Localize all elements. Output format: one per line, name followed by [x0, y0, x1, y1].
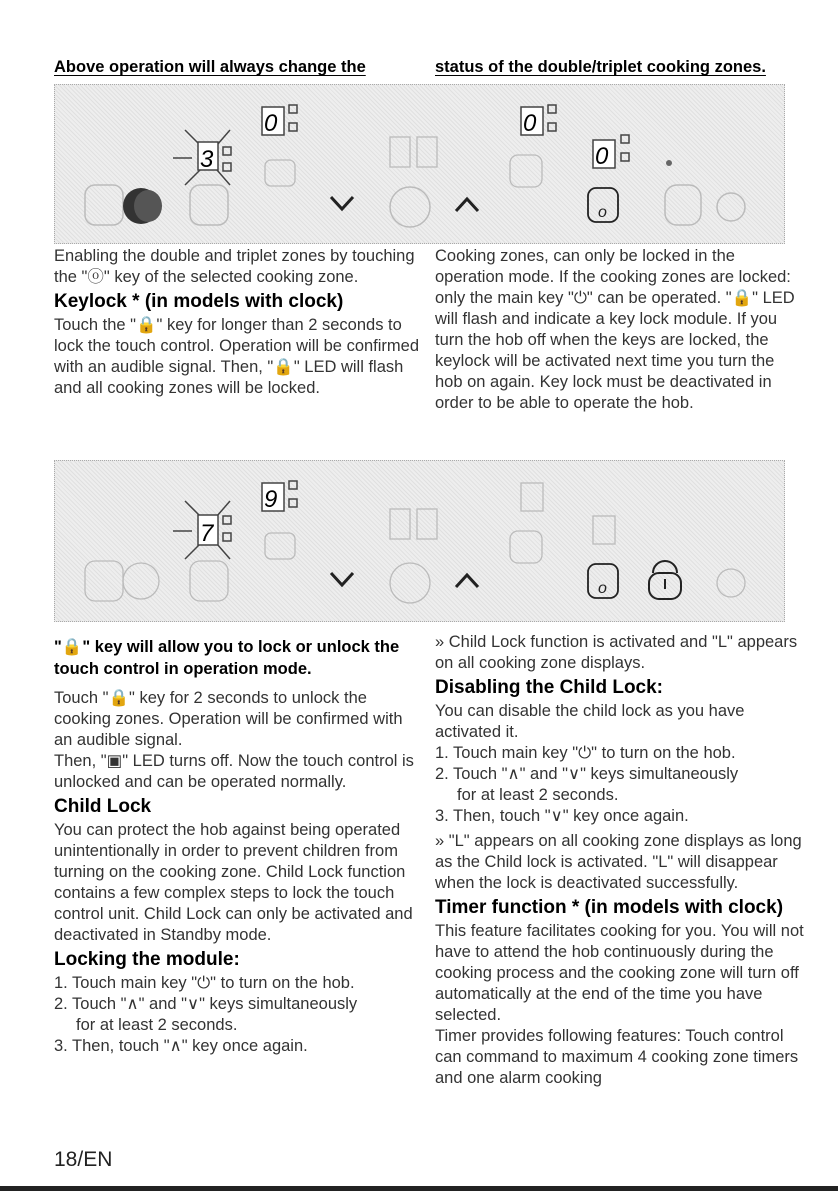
bottom-rule — [0, 1186, 838, 1191]
timer-heading: Timer function * (in models with clock) — [435, 897, 784, 918]
section-1-left — [54, 246, 424, 399]
zone-1-digit: 3 — [200, 146, 214, 173]
led-off-paragraph: Then, "▣" LED turns off. Now the touch control is unlocked and can be operated normally. — [54, 752, 414, 791]
svg-text:0: 0 — [595, 143, 609, 170]
section-2-right — [435, 632, 805, 1089]
svg-text:0: 0 — [264, 110, 278, 137]
svg-text:0: 0 — [523, 110, 537, 137]
l-display-paragraph: » "L" appears on all cooking zone displays as long as the Child lock is activated. "L" will disappear when the lock is deactivated successfully. — [435, 832, 802, 892]
locking-step-1: 1. Touch main key "⏻" to turn on the hob. — [54, 974, 355, 992]
keylock-paragraph: Touch the "🔒" key for longer than 2 seconds to lock the touch control. Operation will be confirmed with an audible signal. Then, "🔒" LED will flash and all cooking zones will be locked. — [54, 316, 420, 397]
locking-step-3: 3. Then, touch "∧" key once again. — [54, 1037, 308, 1055]
locking-step-2: 2. Touch "∧" and "∨" keys simultaneously — [54, 995, 358, 1013]
keylock-icon-active — [649, 561, 681, 599]
top-heading-right: status of the double/triplet cooking zones. — [435, 58, 766, 76]
timer-paragraph-1: This feature facilitates cooking for you. You will not have to attend the hob continuously during the cooking process and the cooking zone will turn off automatically at the end of the time you have selected. — [435, 922, 804, 1024]
keylock-heading: Keylock * (in models with clock) — [54, 291, 344, 312]
control-panel-illustration-2 — [54, 460, 785, 622]
page-number: 18/EN — [54, 1148, 113, 1171]
control-panel-illustration-1 — [54, 84, 785, 244]
locking-step-2-cont: for at least 2 seconds. — [76, 1016, 238, 1034]
svg-text:o: o — [598, 204, 607, 221]
child-lock-activated-paragraph: » Child Lock function is activated and "L" appears on all cooking zone displays. — [435, 633, 798, 672]
child-lock-paragraph: You can protect the hob against being operated unintentionally in order to prevent children from turning on the cooking zone. Child Lock function contains a few complex steps to lock the touch control unit. Child Lock can only be activated and deactivated in Standby mode. — [54, 821, 413, 944]
disabling-step-2: 2. Touch "∧" and "∨" keys simultaneously — [435, 765, 739, 783]
child-lock-heading: Child Lock — [54, 796, 152, 817]
disabling-step-1: 1. Touch main key "⏻" to turn on the hob. — [435, 744, 736, 762]
minus-key-icon — [331, 197, 353, 209]
timer-paragraph-2: Timer provides following features: Touch control can command to maximum 4 cooking zone timers and one alarm cooking — [435, 1027, 799, 1087]
top-heading-left: Above operation will always change the — [54, 58, 366, 76]
disabling-paragraph: You can disable the child lock as you have activated it. — [435, 702, 745, 741]
zone-1-digit-panel2: 7 — [200, 520, 214, 547]
disabling-step-3: 3. Then, touch "∨" key once again. — [435, 807, 689, 825]
section-1-right — [435, 246, 805, 414]
dual-zone-key-icon-active — [123, 188, 162, 224]
disabling-step-2-cont: for at least 2 seconds. — [457, 786, 619, 804]
section-2-left — [54, 636, 424, 1057]
locking-module-heading: Locking the module: — [54, 949, 240, 970]
keylock-bold-intro: "🔒" key will allow you to lock or unlock the touch control in operation mode. — [54, 638, 400, 678]
locked-zones-paragraph: Cooking zones, can only be locked in the operation mode. If the cooking zones are locked: only the main key "⏻" can be operated. "🔒" LED will flash and indicate a key lock module. If you turn the hob off when the keys are locked, the keylock will be activated next time you turn the hob on again. Key lock must be deactivated in order to be able to operate the hob. — [435, 247, 795, 412]
disabling-heading: Disabling the Child Lock: — [435, 677, 664, 698]
dual-zone-paragraph: Enabling the double and triplet zones by touching the "ⓞ" key of the selected cooking zone. — [54, 247, 415, 286]
zone-2-digit-panel2: 9 — [264, 486, 278, 513]
unlock-paragraph: Touch "🔒" key for 2 seconds to unlock the cooking zones. Operation will be confirmed with an audible signal. — [54, 689, 403, 749]
svg-text:o: o — [598, 580, 607, 597]
plus-key-icon — [456, 199, 478, 211]
